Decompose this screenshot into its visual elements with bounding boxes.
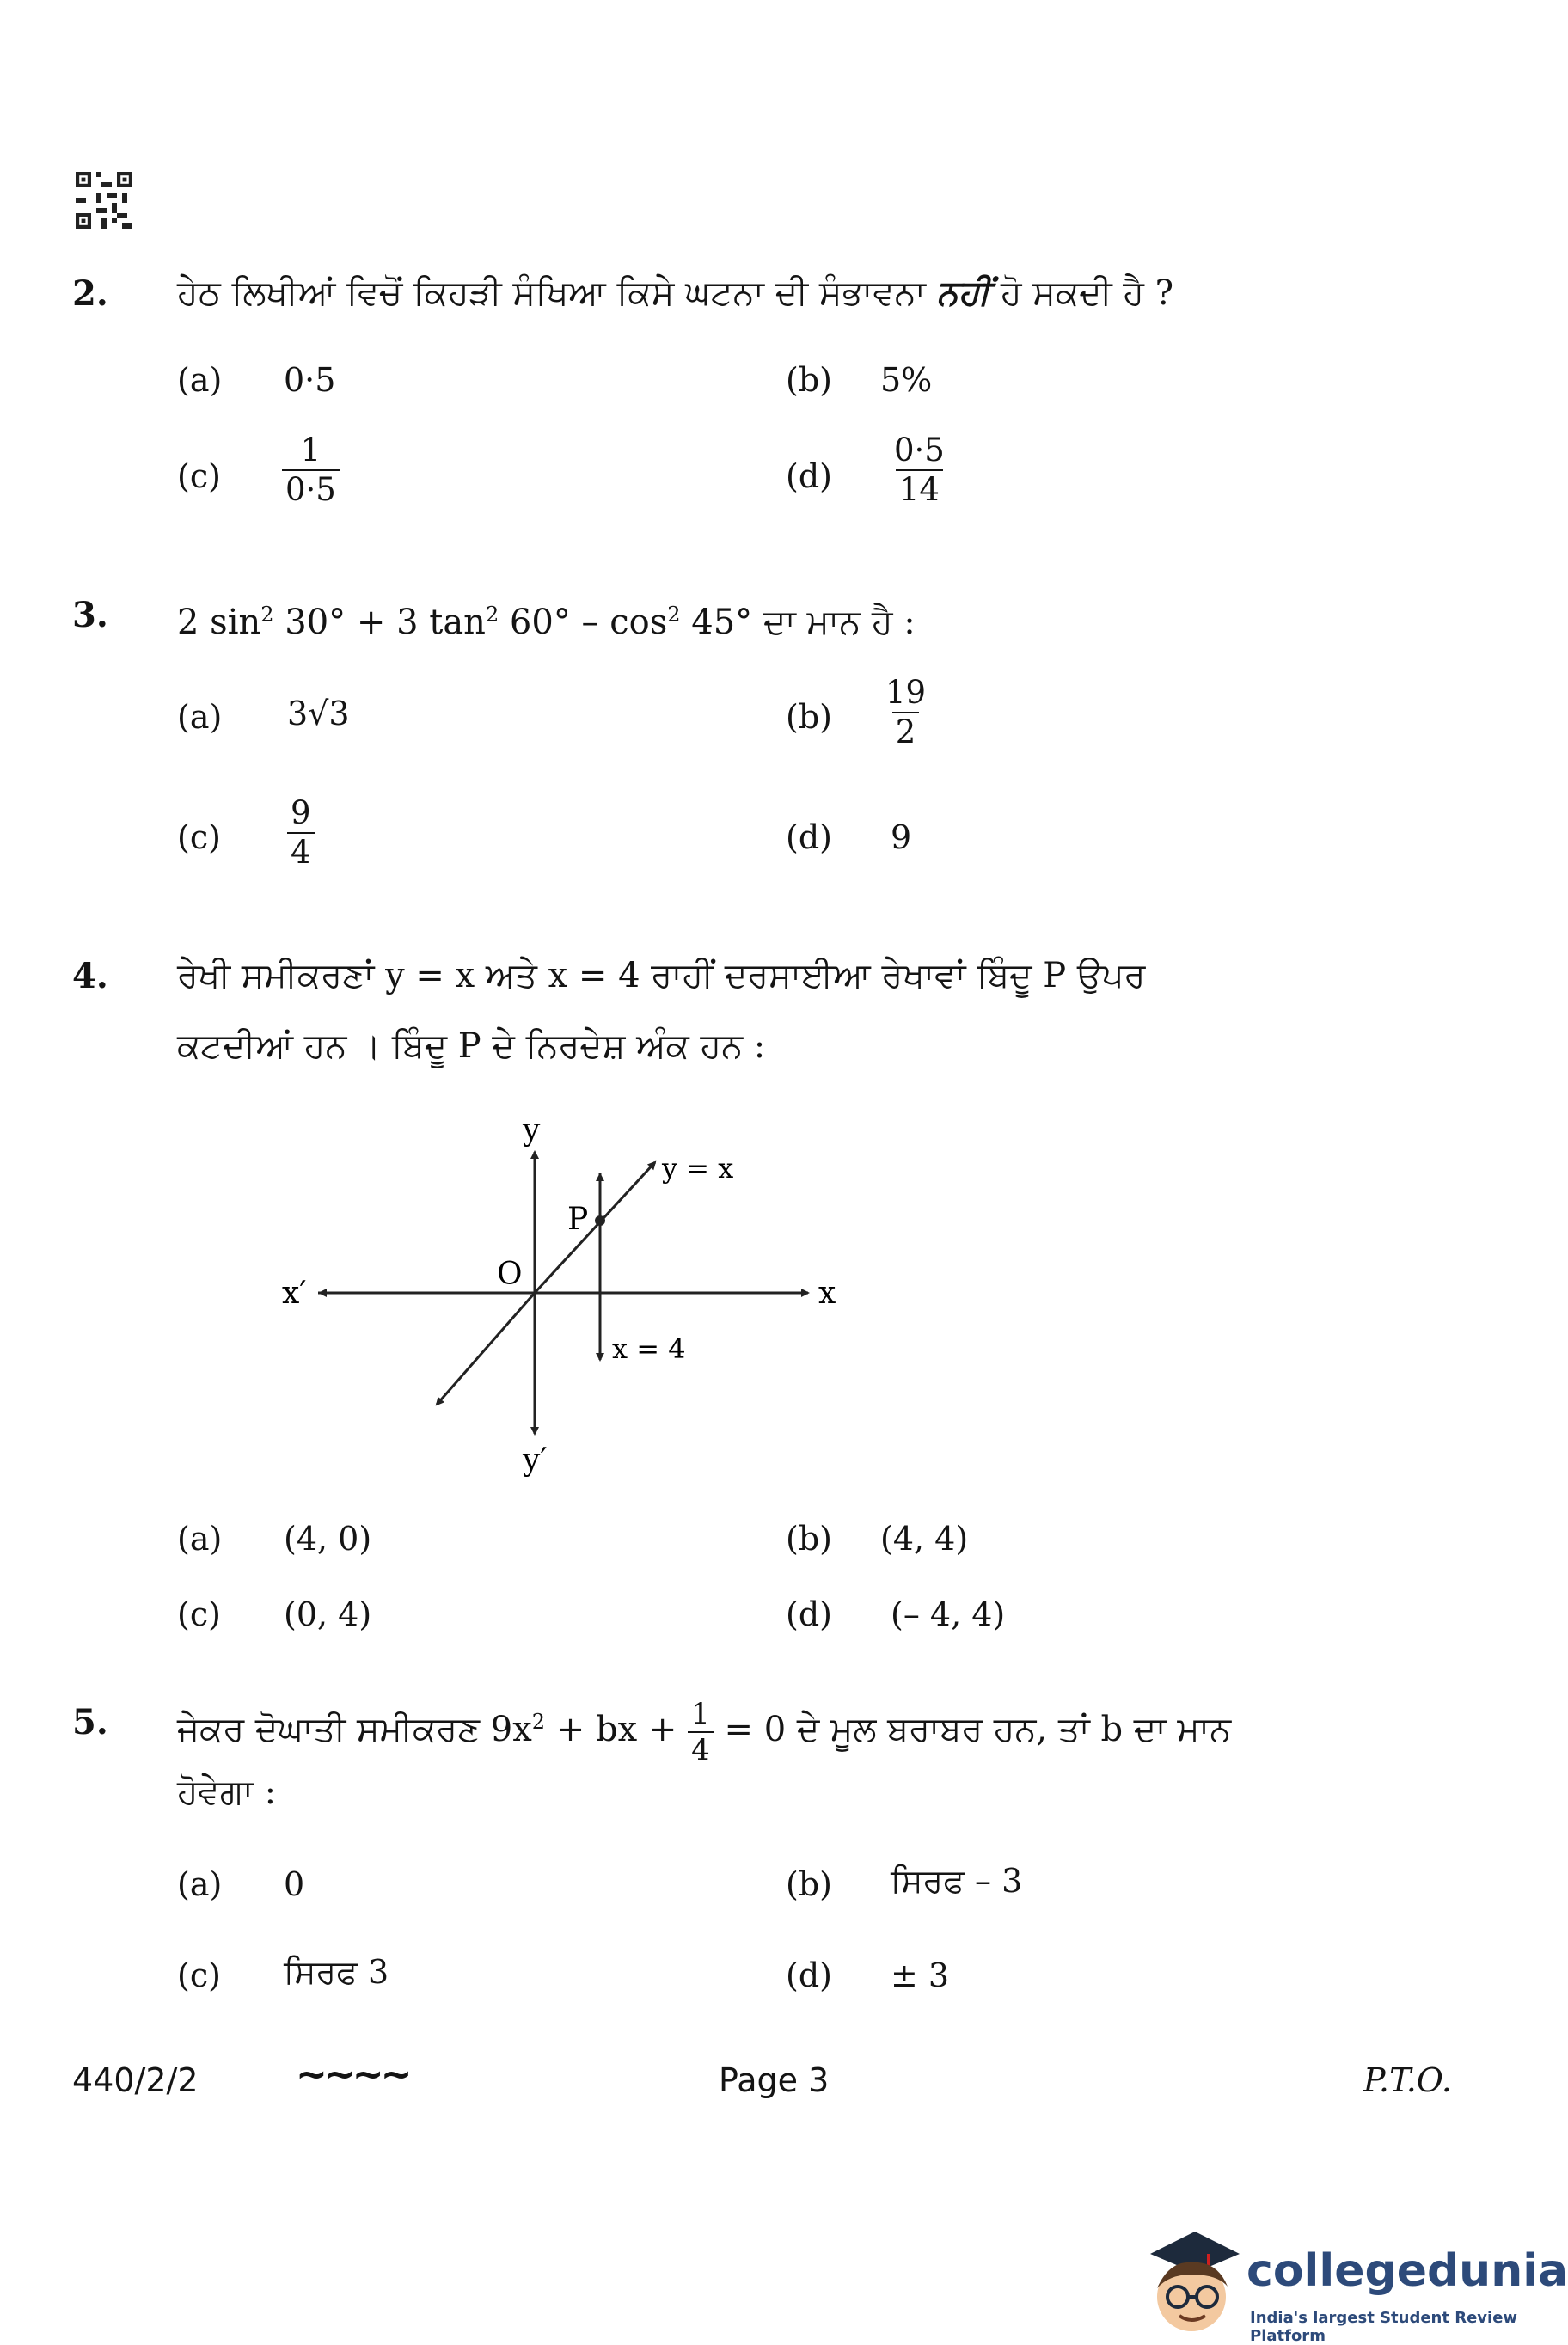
option-value: ਸਿਰਫ – 3 [891, 1862, 1023, 1900]
option-value: (– 4, 4) [891, 1595, 1006, 1633]
line-y-equals-x [535, 1162, 655, 1293]
mascot-icon [1135, 2219, 1246, 2340]
point-p-label: P [567, 1202, 589, 1237]
option-fraction: $\frac{19}{2}$ [885, 674, 927, 750]
page-number: Page 3 [719, 2061, 830, 2099]
y-axis-label: y [523, 1112, 541, 1148]
option-value: 0 [284, 1865, 305, 1903]
question-text: ਹੇਠ ਲਿਖੀਆਂ ਵਿਚੋਂ ਕਿਹੜੀ ਸੰਖਿਆ ਕਿਸੇ ਘਟਨਾ ਦੀ ਸੰਭਾਵਨਾ ਨਹੀਂ ਹੋ ਸਕਦੀ ਹੈ ? [177, 272, 1174, 313]
qr-code-icon [76, 172, 132, 229]
option-value: 5% [880, 361, 933, 399]
question-text-line: ਹੋਵੇਗਾ : [177, 1773, 277, 1812]
option-label: (d) [786, 1956, 832, 1994]
line-y-equals-x-label: y = x [662, 1152, 734, 1185]
option-label: (d) [786, 1595, 832, 1633]
option-label: (d) [786, 457, 832, 495]
option-fraction: $\frac{0\cdot 5}{14}$ [894, 432, 945, 508]
pto-mark: P.T.O. [1363, 2061, 1452, 2099]
tilde-mark: ~~~~ [296, 2053, 409, 2097]
brand-tagline: India's largest Student Review Platform [1250, 2309, 1518, 2345]
option-label: (c) [177, 457, 221, 495]
line-x-equals-4-label: x = 4 [612, 1332, 686, 1365]
question-text-line: ਜੇਕਰ ਦੋਘਾਤੀ ਸਮੀਕਰਣ $9x^2$ + bx + $\frac{1}{4}$ = 0 ਦੇ ਮੂਲ ਬਰਾਬਰ ਹਨ, ਤਾਂ b ਦਾ ਮਾਨ [177, 1697, 1232, 1767]
option-value: (4, 0) [284, 1520, 372, 1558]
line-y-equals-x-negative [437, 1293, 535, 1405]
point-p [595, 1215, 605, 1226]
option-value: ਸਿਰਫ 3 [284, 1953, 389, 1991]
option-label: (b) [786, 1520, 832, 1558]
collegedunia-logo [1135, 2219, 1568, 2345]
question-number: 4. [72, 956, 108, 996]
question-number: 2. [72, 273, 108, 314]
option-label: (b) [786, 1865, 832, 1903]
option-label: (c) [177, 1595, 221, 1633]
question-text: 2 $\sin^2 30^\circ + 3$ $\tan^2 60^\circ - \cos^2 45^\circ$ ਦਾ ਮਾਨ ਹੈ : [177, 603, 916, 642]
option-value: ± 3 [891, 1956, 950, 1994]
brand-name: collegedunia [1246, 2245, 1568, 2297]
emphasis-word: ਨਹੀਂ [936, 272, 990, 313]
question-text-line: ਕਟਦੀਆਂ ਹਨ । ਬਿੰਦੂ P ਦੇ ਨਿਰਦੇਸ਼ ਅੰਕ ਹਨ : [177, 1026, 766, 1066]
option-value: 0·5 [284, 361, 336, 399]
option-fraction: $\frac{1}{0\cdot 5}$ [282, 432, 340, 509]
origin-label: O [497, 1257, 523, 1292]
option-label: (a) [177, 698, 223, 736]
option-label: (b) [786, 361, 832, 399]
inline-fraction: $\frac{1}{4}$ [688, 1697, 714, 1767]
coordinate-figure [258, 1092, 877, 1496]
x-prime-label: x′ [282, 1276, 307, 1311]
y-prime-label: y′ [523, 1442, 548, 1478]
x-axis-label: x [818, 1276, 836, 1311]
option-value: 9 [891, 818, 912, 856]
question-number: 5. [72, 1702, 108, 1742]
option-label: (a) [177, 361, 223, 399]
option-value: (4, 4) [880, 1520, 969, 1558]
option-label: (a) [177, 1865, 223, 1903]
option-label: (c) [177, 1956, 221, 1994]
option-value: 3√3 [287, 695, 350, 732]
question-number: 3. [72, 595, 108, 635]
option-label: (a) [177, 1520, 223, 1558]
paper-code: 440/2/2 [72, 2061, 199, 2099]
option-value: (0, 4) [284, 1595, 372, 1633]
question-text-line: ਰੇਖੀ ਸਮੀਕਰਣਾਂ y = x ਅਤੇ x = 4 ਰਾਹੀਂ ਦਰਸਾਈਆ ਰੇਖਾਵਾਂ ਬਿੰਦੂ P ਉਪਰ [177, 956, 1146, 995]
option-label: (d) [786, 818, 832, 856]
option-label: (b) [786, 698, 832, 736]
option-label: (c) [177, 818, 221, 856]
option-fraction: $\frac{9}{4}$ [287, 794, 315, 872]
